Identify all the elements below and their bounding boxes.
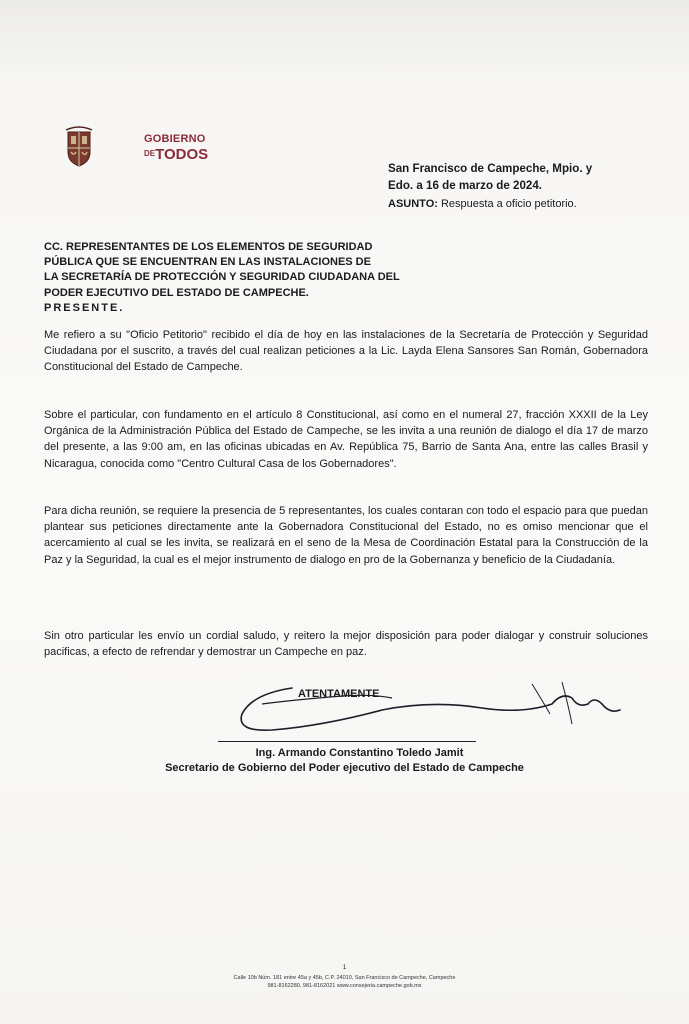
signature-line xyxy=(218,741,476,742)
logo-line-2 xyxy=(144,147,234,162)
handwritten-signature xyxy=(232,674,632,744)
paragraph-4: Sin otro particular les envío un cordial saludo, y reitero la mejor disposición para poder dialogar y construir soluciones pacificas, a efecto de refrendar y demostrar un Campeche en paz. xyxy=(44,630,648,659)
footer-contact-line: 981-8162280, 981-8162021 www.consejeria.campeche.gob.mx xyxy=(267,983,422,989)
closing-atentamente: ATENTAMENTE xyxy=(298,688,380,700)
signer-title: Secretario de Gobierno del Poder ejecutivo del Estado de Campeche xyxy=(165,762,524,774)
logo-line-1: GOBIERNO xyxy=(144,133,206,145)
recipient-presente: PRESENTE. xyxy=(44,301,125,314)
date-line-2: Edo. a 16 de marzo de 2024. xyxy=(388,179,543,192)
date-place xyxy=(388,160,658,194)
footer-address-line: Calle 10b Núm. 181 entre 45a y 45b, C.P. 24010, San Francisco de Campeche, Campeche xyxy=(233,975,456,981)
page-number: 1 xyxy=(342,965,347,971)
paragraph-2: Sobre el particular, con fundamento en el artículo 8 Constitucional, así como en el numeral 27, fracción XXXII de la Ley Orgánica de la Administración Pública del Estado de Campeche, se les invita a una reunión de dialogo el día 17 de marzo del presente, a las 9:00 am, en las oficinas ubicadas en Av. República 75, Barrio de Santa Ana, entre las calles Brasil y Nicaragua, conocida como "Centro Cultural Casa de los Gobernadores". xyxy=(44,409,648,470)
date-line-1: San Francisco de Campeche, Mpio. y xyxy=(388,162,593,175)
subject-text: Respuesta a oficio petitorio. xyxy=(440,198,577,210)
gobierno-de-todos-logo xyxy=(144,134,234,170)
recipient-line-3: LA SECRETARÍA DE PROTECCIÓN Y SEGURIDAD CIUDADANA DEL xyxy=(44,271,400,284)
logo-de: DE xyxy=(144,149,156,158)
recipient-line-1: CC. REPRESENTANTES DE LOS ELEMENTOS DE SEGURIDAD xyxy=(44,241,373,253)
subject-label: ASUNTO: xyxy=(388,198,438,210)
signer-name: Ing. Armando Constantino Toledo Jamit xyxy=(255,747,464,759)
paragraph-1: Me refiero a su "Oficio Petitorio" recibido el día de hoy en las instalaciones de la Secretaría de Protección y Seguridad Ciudadana por el suscrito, a través del cual realizan peticiones a la Lic. Layda Elena Sansores San Román, Gobernadora Constitucional del Estado de Campeche. xyxy=(44,329,648,374)
campeche-coat-of-arms-icon xyxy=(64,126,94,168)
recipient-line-4: PODER EJECUTIVO DEL ESTADO DE CAMPECHE. xyxy=(44,286,309,299)
logo-todos: TODOS xyxy=(155,146,209,163)
subject xyxy=(388,198,577,210)
paragraph-3: Para dicha reunión, se requiere la presencia de 5 representantes, los cuales contaran con todo el espacio para que puedan plantear sus peticiones directamente ante la Gobernadora Constitucional del Estado, no es omiso mencionar que el acercamiento al cual se les invita, se realizará en el seno de la Mesa de Coordinación Estatal para la Construcción de la Paz y la Seguridad, la cual es el mejor instrumento de dialogo en pro de la Gobernanza y beneficio de la Ciudadanía. xyxy=(44,505,648,566)
footer-address xyxy=(0,974,689,990)
recipient-block xyxy=(44,240,464,316)
recipient-line-2: PÚBLICA QUE SE ENCUENTRAN EN LAS INSTALACIONES DE xyxy=(44,256,371,269)
